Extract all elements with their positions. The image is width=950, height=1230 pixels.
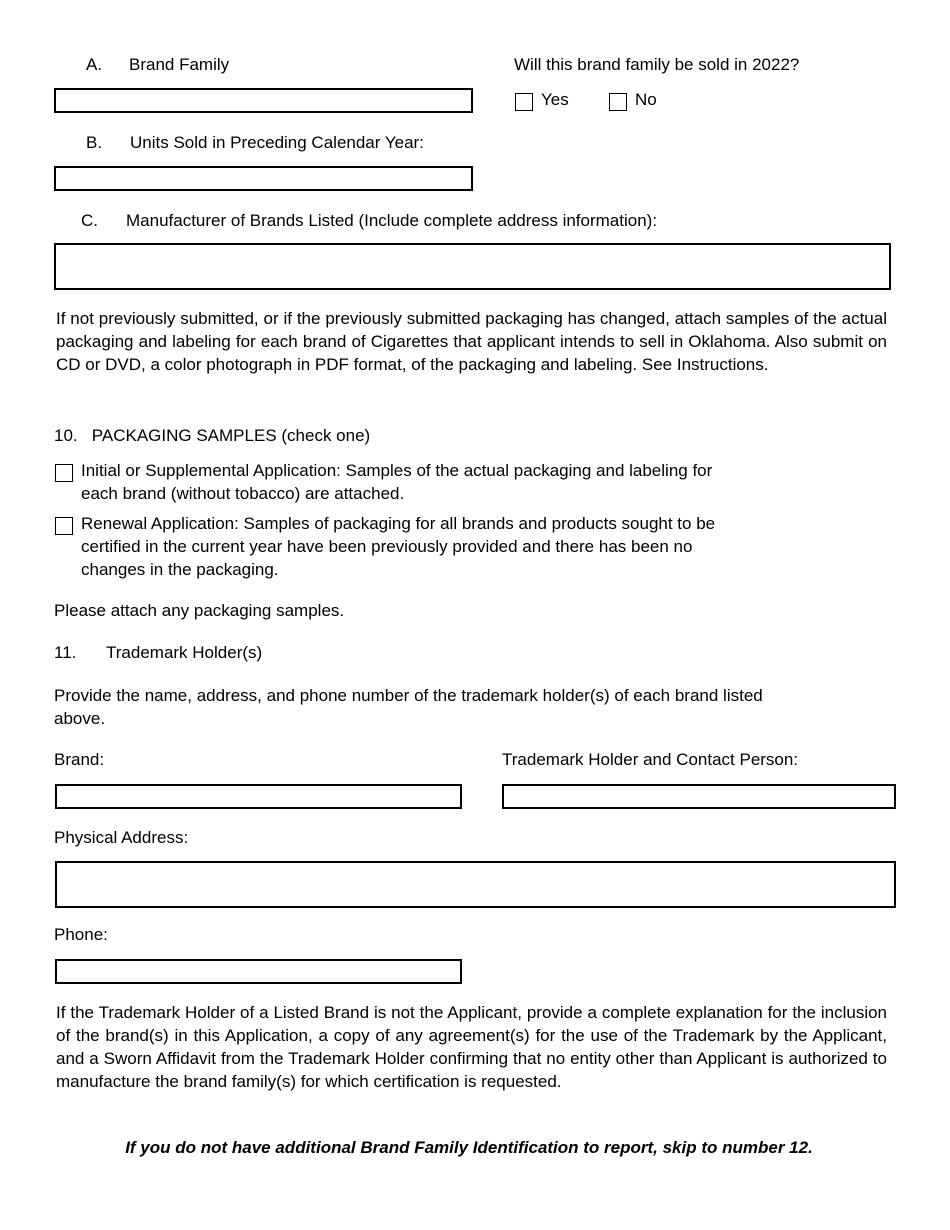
renewal-application-line: Renewal Application: Samples of packaging for all brands and products sought to be: [81, 514, 716, 533]
trademark-instructions-line: Provide the name, address, and phone number of the trademark holder(s) of each brand listed: [54, 686, 763, 705]
units-sold-input[interactable]: [54, 166, 473, 191]
sold-yes-checkbox[interactable]: [515, 93, 533, 111]
initial-application-line: each brand (without tobacco) are attached.: [81, 484, 405, 503]
renewal-application-label: [81, 512, 715, 581]
brand-input[interactable]: [55, 784, 462, 809]
section-11-heading: Trademark Holder(s): [106, 643, 263, 662]
manufacturer-label: Manufacturer of Brands Listed (Include complete address information):: [126, 211, 658, 230]
physical-address-label: Physical Address:: [54, 828, 189, 847]
units-sold-label: Units Sold in Preceding Calendar Year:: [130, 133, 424, 152]
brand-family-label: Brand Family: [129, 55, 230, 74]
section-a-letter: A.: [86, 55, 103, 74]
manufacturer-input[interactable]: [54, 243, 891, 290]
packaging-note: If not previously submitted, or if the previously submitted packaging has changed, attach samples of the actual packaging and labeling for each brand of Cigarettes that applicant intends to sell in Oklahoma. Also submit on CD or DVD, a color photograph in PDF format, of the packaging and labeling. See Instructions.: [56, 309, 887, 374]
brand-label: Brand:: [54, 750, 105, 769]
physical-address-input[interactable]: [55, 861, 896, 908]
sold-no-label: No: [635, 90, 657, 109]
phone-label: Phone:: [54, 925, 108, 944]
initial-application-label: [81, 459, 712, 505]
sold-question-label: Will this brand family be sold in 2022?: [514, 55, 800, 74]
section-b-letter: B.: [86, 133, 103, 152]
trademark-holder-label: Trademark Holder and Contact Person:: [502, 750, 799, 769]
initial-application-line: Initial or Supplemental Application: Samples of the actual packaging and labeling for: [81, 461, 713, 480]
trademark-holder-input[interactable]: [502, 784, 896, 809]
attach-samples-note: Please attach any packaging samples.: [54, 601, 345, 620]
trademark-note: If the Trademark Holder of a Listed Brand is not the Applicant, provide a complete explanation for the inclusion of the brand(s) in this Application, a copy of any agreement(s) for the use of the Trademark by the Applicant, and a Sworn Affidavit from the Trademark Holder confirming that no entity other than Applicant is authorized to manufacture the brand family(s) for which certification is requested.: [56, 1003, 887, 1091]
sold-no-checkbox[interactable]: [609, 93, 627, 111]
trademark-instructions: [54, 684, 763, 730]
footer-note: If you do not have additional Brand Family Identification to report, skip to number 12.: [125, 1138, 813, 1157]
section-10-heading: 10. PACKAGING SAMPLES (check one): [54, 426, 371, 445]
renewal-application-checkbox[interactable]: [55, 517, 73, 535]
brand-family-input[interactable]: [54, 88, 473, 113]
trademark-instructions-line: above.: [54, 709, 106, 728]
phone-input[interactable]: [55, 959, 462, 984]
renewal-application-line: certified in the current year have been previously provided and there has been no: [81, 537, 693, 556]
section-11-number: 11.: [54, 643, 77, 662]
renewal-application-line: changes in the packaging.: [81, 560, 279, 579]
initial-application-checkbox[interactable]: [55, 464, 73, 482]
section-c-letter: C.: [81, 211, 98, 230]
sold-yes-label: Yes: [541, 90, 569, 109]
